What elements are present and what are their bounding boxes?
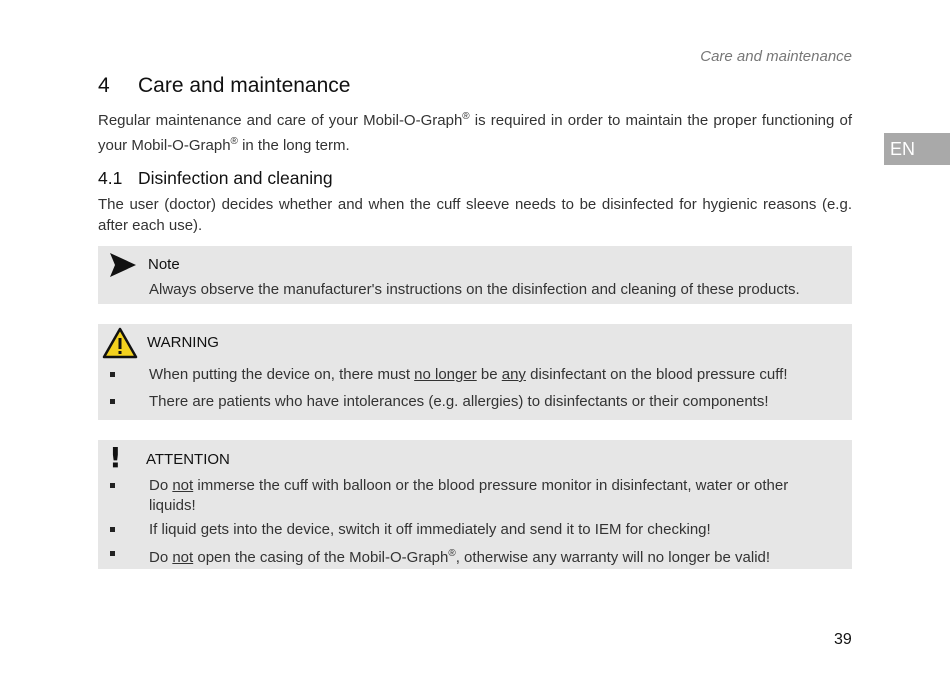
intro-text-1: Regular maintenance and care of your Mobil-O-Graph	[98, 112, 463, 129]
section-number: 4	[98, 74, 110, 97]
text-span: open the casing of the Mobil-O-Graph	[193, 549, 449, 566]
underlined-text: no longer	[414, 366, 477, 383]
subsection-body: The user (doctor) decides whether and when the cuff sleeve needs to be disinfected for hygienic reasons (e.g. after each use).	[98, 196, 852, 234]
underlined-text: not	[172, 549, 194, 566]
text-span: , otherwise any warranty will no longer be valid!	[455, 549, 771, 566]
attention-list	[98, 476, 852, 572]
text-span: When putting the device on, there must	[149, 366, 415, 383]
section-intro	[98, 106, 852, 156]
text-span: be	[476, 366, 502, 383]
intro-text-2: is required in order to maintain the proper functioning of your Mobil-O-Graph	[98, 112, 853, 154]
list-item	[98, 544, 852, 568]
section-title: Care and maintenance	[138, 74, 351, 97]
list-item	[98, 520, 852, 540]
text-span: If liquid gets into the device, switch it off immediately and send it to IEM for checking!	[149, 521, 711, 538]
arrow-right-icon	[110, 253, 138, 282]
page-content	[98, 74, 852, 569]
list-item	[98, 365, 852, 385]
warning-triangle-icon	[102, 327, 138, 364]
bullet-icon	[110, 527, 115, 532]
warning-list	[98, 365, 852, 419]
subsection-title: Disinfection and cleaning	[138, 168, 333, 188]
text-span: There are patients who have intolerances (e.g. allergies) to disinfectants or their components!	[149, 393, 769, 410]
text-span: Do	[149, 477, 173, 494]
bullet-icon	[110, 372, 115, 377]
page-number: 39	[834, 631, 852, 648]
underlined-text: any	[501, 366, 526, 383]
warning-box	[98, 324, 852, 420]
attention-title: ATTENTION	[146, 451, 230, 468]
registered-mark: ®	[230, 136, 238, 147]
intro-text-3: in the long term.	[237, 137, 350, 154]
bullet-icon	[110, 399, 115, 404]
language-tab: EN	[884, 133, 950, 165]
registered-mark: ®	[462, 111, 470, 122]
registered-mark: ®	[448, 548, 456, 559]
list-item	[98, 476, 852, 516]
note-box	[98, 246, 852, 304]
running-header: Care and maintenance	[700, 48, 852, 65]
subsection-number: 4.1	[98, 168, 123, 188]
bullet-icon	[110, 551, 115, 556]
subsection-heading	[98, 168, 852, 190]
attention-box	[98, 440, 852, 569]
text-span: disinfectant on the blood pressure cuff!	[525, 366, 788, 383]
list-item	[98, 392, 852, 412]
bullet-icon	[110, 483, 115, 488]
note-title: Note	[148, 256, 180, 273]
section-heading	[98, 74, 852, 102]
exclamation-icon: !	[109, 441, 122, 474]
text-span: Do	[149, 549, 173, 566]
note-text: Always observe the manufacturer's instructions on the disinfection and cleaning of these products.	[149, 281, 800, 298]
warning-title: WARNING	[147, 334, 219, 351]
text-span: immerse the cuff with balloon or the blood pressure monitor in disinfectant, water or other liquids!	[149, 477, 789, 514]
underlined-text: not	[172, 477, 194, 494]
